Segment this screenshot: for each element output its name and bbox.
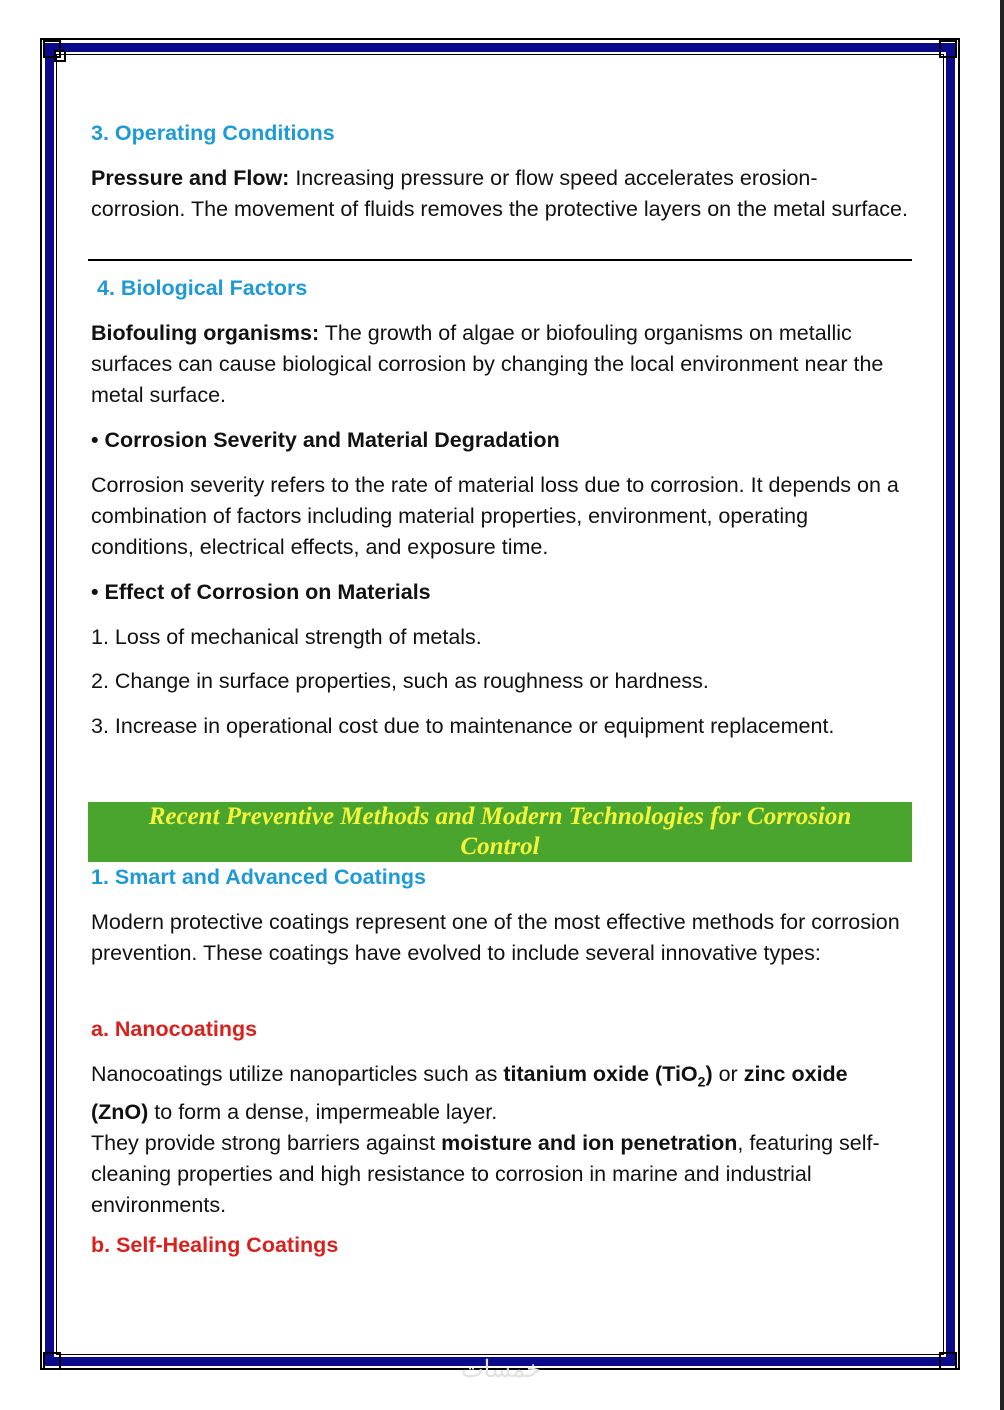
section-heading: 3. Operating Conditions <box>91 121 335 145</box>
border-corner-ornament <box>54 50 66 62</box>
list-item: 1. Loss of mechanical strength of metals. <box>91 625 482 649</box>
paragraph <box>91 1059 906 1221</box>
subsection-heading: a. Nanocoatings <box>91 1017 258 1041</box>
paragraph <box>91 318 911 411</box>
bullet-heading: • Corrosion Severity and Material Degradation <box>91 428 560 452</box>
text: Nanocoatings utilize nanoparticles such as <box>91 1062 504 1086</box>
section-banner <box>88 802 912 862</box>
divider <box>88 259 912 261</box>
bold-term: moisture and ion penetration <box>441 1131 738 1156</box>
scrollbar[interactable] <box>1000 0 1004 1410</box>
watermark-logo: خمسات <box>460 1356 542 1383</box>
paragraph: Corrosion severity refers to the rate of material loss due to corrosion. It depends on a combination of factors including material properties, environment, operating conditions, electrical effects, and exposure time. <box>91 473 899 559</box>
border-corner-ornament <box>43 1352 61 1370</box>
list-item: 2. Change in surface properties, such as roughness or hardness. <box>91 669 709 693</box>
banner-title-line: Control <box>460 833 540 860</box>
bold-term: zinc oxide (ZnO) <box>91 1062 848 1125</box>
banner-title-line: Recent Preventive Methods and Modern Technologies for Corrosion <box>148 803 852 830</box>
term-label: Biofouling organisms: <box>91 321 320 345</box>
section-heading: 1. Smart and Advanced Coatings <box>91 865 426 889</box>
paragraph-text: Increasing pressure or flow speed accelerates erosion-corrosion. The movement of fluids removes the protective layers on the metal surface. <box>91 166 908 221</box>
term-label: Pressure and Flow: <box>91 166 290 190</box>
border-corner-ornament <box>939 1352 957 1370</box>
text: They provide strong barriers against <box>91 1131 442 1156</box>
text: , featuring self-cleaning properties and high resistance to corrosion in marine and industrial environments. <box>91 1131 880 1218</box>
bold-term: ) <box>705 1062 713 1086</box>
subsection-heading: b. Self-Healing Coatings <box>91 1233 339 1257</box>
text: to form a dense, impermeable layer. <box>148 1100 498 1125</box>
bullet-heading: • Effect of Corrosion on Materials <box>91 580 431 604</box>
border-corner-ornament <box>939 40 957 58</box>
bold-term: titanium oxide (TiO <box>503 1062 698 1086</box>
section-heading: 4. Biological Factors <box>97 276 308 300</box>
text: or <box>712 1062 744 1086</box>
paragraph <box>91 163 911 225</box>
subscript: 2 <box>697 1073 706 1090</box>
list-item: 3. Increase in operational cost due to maintenance or equipment replacement. <box>91 714 835 738</box>
paragraph-text: The growth of algae or biofouling organisms on metallic surfaces can cause biological corrosion by changing the local environment near the metal surface. <box>91 321 884 407</box>
paragraph: Modern protective coatings represent one of the most effective methods for corrosion prevention. These coatings have evolved to include several innovative types: <box>91 910 900 965</box>
